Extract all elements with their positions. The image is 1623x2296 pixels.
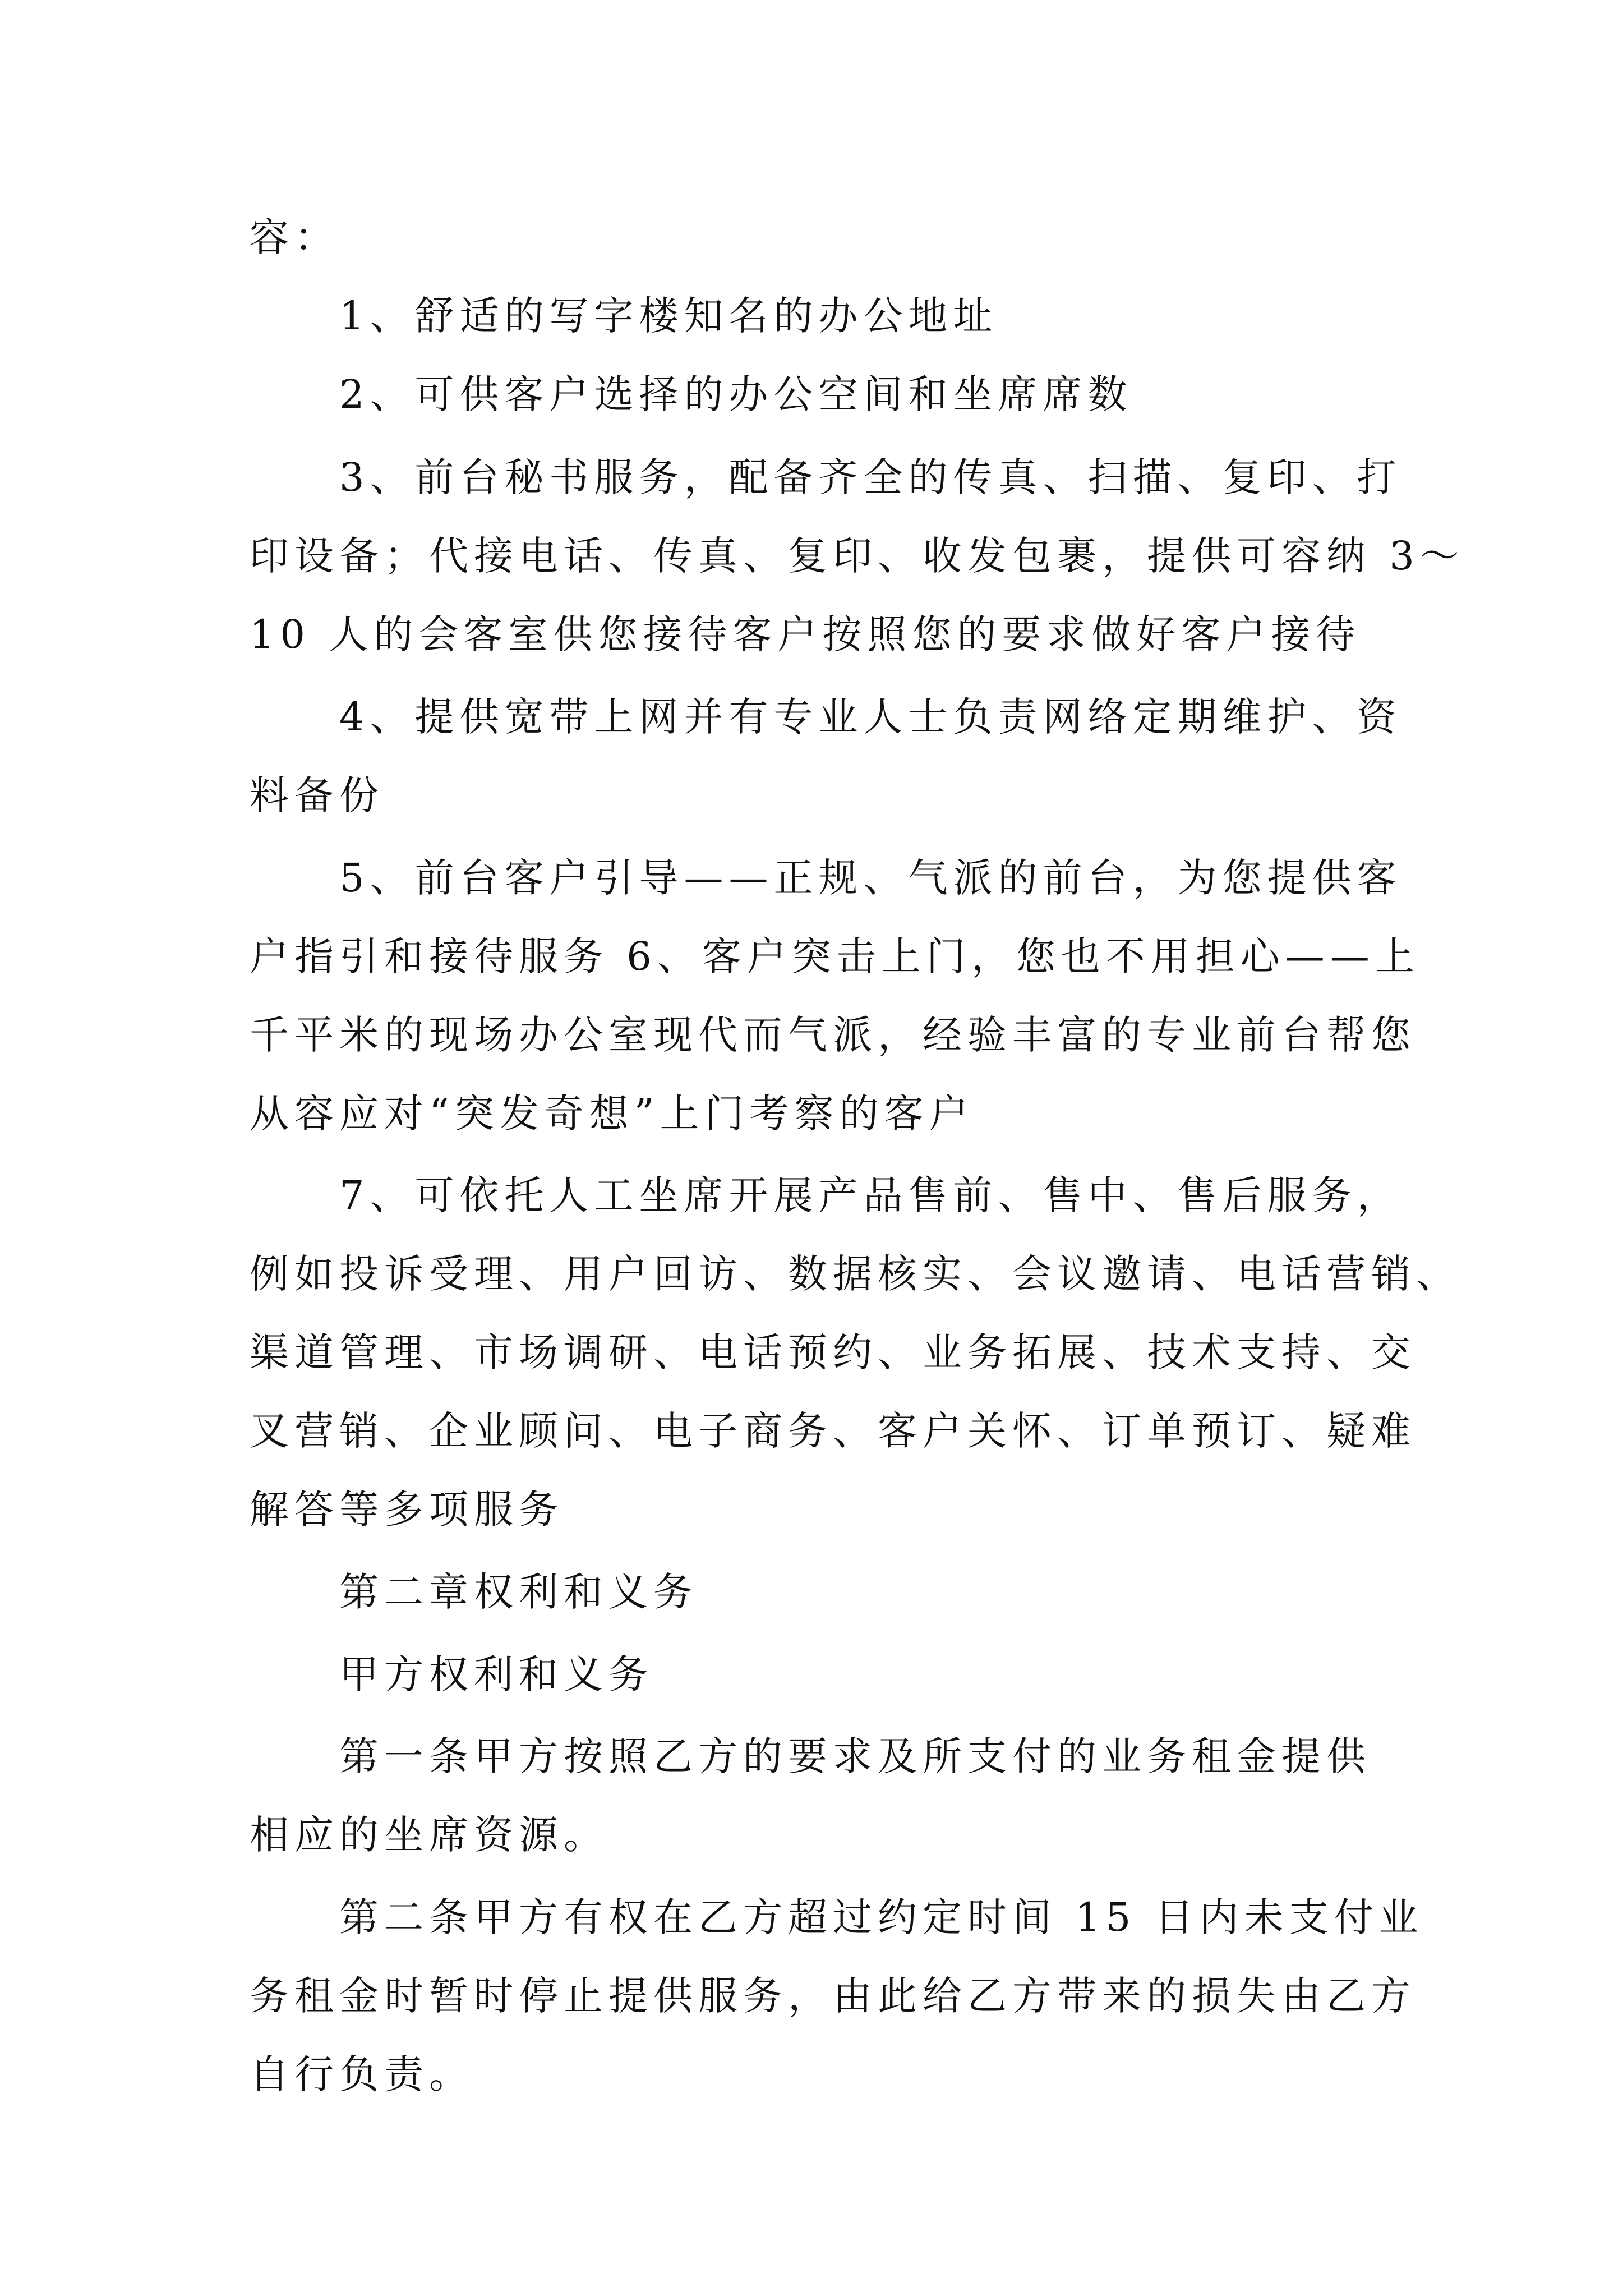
text-line: 10 人的会客室供您接待客户按照您的要求做好客户接待 (250, 611, 1361, 657)
text-line: 容： (250, 214, 339, 260)
list-item-5: 5、前台客户引导——正规、气派的前台，为您提供客 (339, 855, 1402, 901)
text-line: 户指引和接待服务 6、客户突击上门，您也不用担心——上 (250, 933, 1420, 979)
list-item-4: 4、提供宽带上网并有专业人士负责网络定期维护、资 (339, 694, 1402, 740)
section-heading: 甲方权利和义务 (339, 1651, 653, 1697)
list-item-3: 3、前台秘书服务，配备齐全的传真、扫描、复印、打 (339, 454, 1402, 500)
text-line: 自行负责。 (250, 2051, 474, 2097)
list-item-7: 7、可依托人工坐席开展产品售前、售中、售后服务， (339, 1172, 1402, 1218)
text-line: 渠道管理、市场调研、电话预约、业务拓展、技术支持、交 (250, 1329, 1416, 1375)
text-line: 从容应对“突发奇想”上门考察的客户 (250, 1091, 974, 1137)
list-item-2: 2、可供客户选择的办公空间和坐席席数 (339, 371, 1133, 417)
text-line: 印设备；代接电话、传真、复印、收发包裹，提供可容纳 3～ (250, 533, 1465, 579)
list-item-1: 1、舒适的写字楼知名的办公地址 (339, 293, 998, 339)
text-line: 千平米的现场办公室现代而气派，经验丰富的专业前台帮您 (250, 1012, 1416, 1058)
chapter-heading: 第二章权利和义务 (339, 1569, 698, 1615)
text-line: 例如投诉受理、用户回访、数据核实、会议邀请、电话营销、 (250, 1251, 1461, 1297)
article-1: 第一条甲方按照乙方的要求及所支付的业务租金提供 (339, 1733, 1371, 1779)
text-line: 料备份 (250, 772, 384, 818)
text-line: 相应的坐席资源。 (250, 1812, 608, 1858)
article-2: 第二条甲方有权在乙方超过约定时间 15 日内未支付业 (339, 1894, 1424, 1940)
text-line: 叉营销、企业顾问、电子商务、客户关怀、订单预订、疑难 (250, 1408, 1416, 1454)
text-line: 务租金时暂时停止提供服务，由此给乙方带来的损失由乙方 (250, 1973, 1416, 2019)
text-line: 解答等多项服务 (250, 1487, 564, 1533)
